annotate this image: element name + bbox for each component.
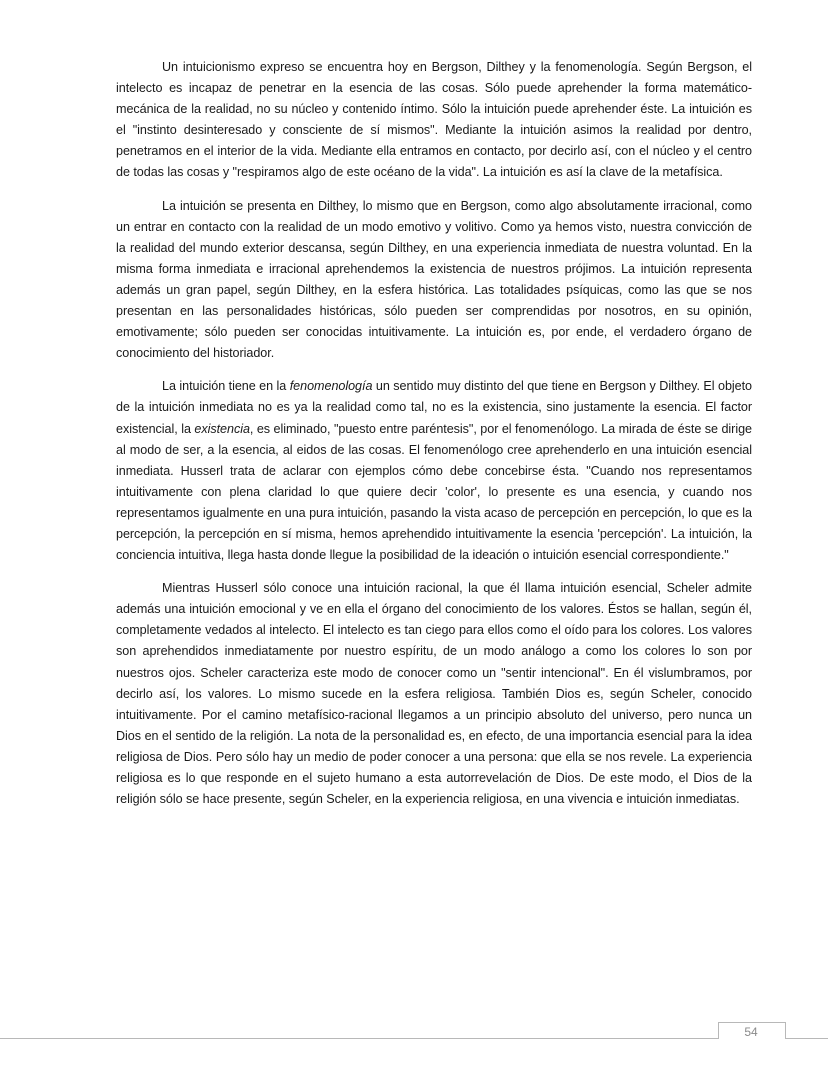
paragraph-text: La intuición se presenta en Dilthey, lo mismo que en Bergson, como algo absolutamente irracional, como un entrar en contacto con la realidad de un modo emotivo y volitivo. Como ya hemos visto, nuestra convicción de la realidad del mundo exterior descansa, según Dilthey, en una experiencia inmediata de nuestra voluntad. En la misma forma inmediata e irracional aprehendemos la existencia de nuestros prójimos. La intuición representa además un gran papel, según Dilthey, en la esfera histórica. Las totalidades psíquicas, como las que se nos presentan en las personalidades históricas, sólo pueden ser comprendidas por nosotros, en su opinión, emotivamente; sólo pueden ser conocidas intuitivamente. La intuición es, por ende, el verdadero órgano de conocimiento del historiador. [116,198,752,361]
paragraph-text: , es eliminado, "puesto entre paréntesis", por el fenomenólogo. La mirada de éste se dirige al modo de ser, a la esencia, al eidos de las cosas. El fenomenólogo cree aprehenderlo en una intuición esencial inmediata. Husserl trata de aclarar con ejemplos cómo debe concebirse ésta. "Cuando nos representamos intuitivamente con plena claridad lo que quiere decir 'color', lo presente es una esencia, y cuando nos representamos igualmente en una pura intuición, pasando la vista acaso de percepción en percepción, lo que es la percepción, la percepción en sí misma, hemos aprehendido intuitivamente la esencia 'percepción'. La intuición, la conciencia intuitiva, llega hasta donde llegue la posibilidad de la ideación o intuición esencial correspondiente." [116,421,752,563]
paragraph-text: Un intuicionismo expreso se encuentra hoy en Bergson, Dilthey y la fenomenología. Según Bergson, el intelecto es incapaz de penetrar en la esencia de las cosas. Sólo puede aprehender la forma matemático-mecánica de la realidad, no su núcleo y contenido íntimo. Sólo la intuición puede aprehender éste. La intuición es el "instinto desinteresado y consciente de sí mismos". Mediante la intuición asimos la realidad por dentro, penetramos en el interior de la vida. Mediante ella entramos en contacto, por decirlo así, con el núcleo y el centro de todas las cosas y "respiramos algo de este océano de la vida". La intuición es así la clave de la metafísica. [116,60,752,180]
document-body [116,57,752,822]
paragraph [116,196,752,365]
footer-rule [0,1038,828,1039]
paragraph-text: La intuición tiene en la [162,379,290,394]
paragraph-text: Mientras Husserl sólo conoce una intuición racional, la que él llama intuición esencial, Scheler admite además una intuición emocional y ve en ella el órgano del conocimiento de los valores. Éstos se hallan, según él, completamente vedados al intelecto. El intelecto es tan ciego para ellos como el oído para los colores. Los valores son aprehendidos inmediatamente por nuestro espíritu, de un modo análogo a como los colores lo son por nuestros ojos. Scheler caracteriza este modo de conocer como un "sentir intencional". En él vislumbramos, por decirlo así, los valores. Lo mismo sucede en la esfera religiosa. También Dios es, según Scheler, conocido intuitivamente. Por el camino metafísico-racional llegamos a un principio absoluto del universo, pero nunca un Dios en el sentido de la religión. La nota de la personalidad es, en efecto, de una importancia esencial para la idea religiosa de Dios. Pero sólo hay un medio de poder conocer a una persona: que ella se nos revele. La experiencia religiosa es lo que responde en el sujeto humano a esta autorrevelación de Dios. De este modo, el Dios de la religión sólo se hace presente, según Scheler, en la experiencia religiosa, en una vivencia e intuición inmediatas. [116,581,752,807]
paragraph [116,57,752,184]
italic-term: fenomenología [289,379,373,394]
paragraph [116,376,752,566]
paragraph-text: un sentido muy distinto del que tiene en Bergson y Dilthey. El objeto de la intuición inmediata no es ya la realidad como tal, no es la existencia, sino justamente la esencia. El factor existencial, la [116,379,753,436]
page-number: 54 [744,1025,758,1039]
paragraph [116,578,752,810]
italic-term: existencia [194,421,250,436]
